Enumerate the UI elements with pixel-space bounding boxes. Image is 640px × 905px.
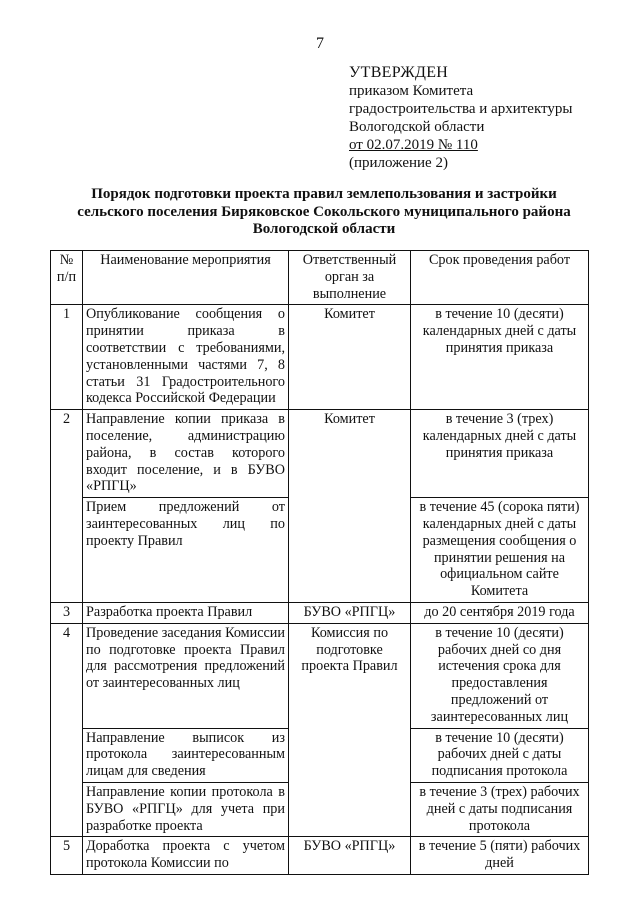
approval-heading: УТВЕРЖДЕН (349, 64, 449, 81)
table-row (51, 305, 589, 410)
approval-stamp (349, 64, 572, 172)
approval-line-1: приказом Комитета (349, 83, 474, 99)
approval-appendix: (приложение 2) (349, 155, 448, 171)
page-number: 7 (316, 35, 324, 52)
row-4-org: Комиссия по подготовке проекта Правил (289, 623, 411, 837)
document-title-line-2: сельского поселения Биряковское Сокольского муниципального района (77, 203, 571, 220)
row-5-org: БУВО «РПГЦ» (289, 837, 411, 875)
row-1-num: 1 (51, 305, 83, 410)
header-org: Ответственный орган за выполнение (289, 251, 411, 305)
approval-date: от 02.07.2019 № 110 (349, 137, 478, 153)
table-row (51, 623, 589, 728)
row-4c-term: в течение 3 (трех) рабочих дней с даты подписания протокола (411, 782, 589, 836)
row-2a-name: Направление копии приказа в поселение, администрацию района, в состав которого входит поселение, и в БУВО «РПГЦ» (83, 410, 289, 498)
approval-line-2: градостроительства и архитектуры (349, 101, 573, 117)
row-4c-name: Направление копии протокола в БУВО «РПГЦ» для учета при разработке проекта (83, 782, 289, 836)
header-term: Срок проведения работ (411, 251, 589, 305)
row-4b-term: в течение 10 (десяти) рабочих дней с даты подписания протокола (411, 728, 589, 782)
row-4a-term: в течение 10 (десяти) рабочих дней со дня истечения срока для предоставления предложений от заинтересованных лиц (411, 623, 589, 728)
row-1-name: Опубликование сообщения о принятии приказа в соответствии с требованиями, установленными частями 7, 8 статьи 31 Градостроительного кодекса Российской Федерации (83, 305, 289, 410)
document-title-line-3: Вологодской области (252, 221, 396, 237)
table-header-row (51, 251, 589, 305)
row-1-org: Комитет (289, 305, 411, 410)
row-5-term: в течение 5 (пяти) рабочих дней (411, 837, 589, 875)
document-title-line-1: Порядок подготовки проекта правил землепользования и застройки (91, 186, 557, 202)
row-4-num: 4 (51, 623, 83, 837)
row-2b-name: Прием предложений от заинтересованных лиц по проекту Правил (83, 498, 289, 603)
schedule-table (50, 250, 589, 875)
row-2-num: 2 (51, 410, 83, 603)
row-4a-name: Проведение заседания Комиссии по подготовке проекта Правил для рассмотрения предложений от заинтересованных лиц (83, 623, 289, 728)
table-row (51, 837, 589, 875)
row-5-num: 5 (51, 837, 83, 875)
row-3-num: 3 (51, 602, 83, 623)
table-row (51, 410, 589, 498)
row-3-name: Разработка проекта Правил (83, 602, 289, 623)
row-1-term: в течение 10 (десяти) календарных дней с даты принятия приказа (411, 305, 589, 410)
row-4b-name: Направление выписок из протокола заинтересованным лицам для сведения (83, 728, 289, 782)
approval-line-3: Вологодской области (349, 119, 485, 135)
table-row (51, 602, 589, 623)
row-3-org: БУВО «РПГЦ» (289, 602, 411, 623)
header-name: Наименование мероприятия (83, 251, 289, 305)
row-2-org: Комитет (289, 410, 411, 603)
document-title (40, 186, 608, 239)
row-2a-term: в течение 3 (трех) календарных дней с даты принятия приказа (411, 410, 589, 498)
row-2b-term: в течение 45 (сорока пяти) календарных дней с даты размещения сообщения о принятии решения на официальном сайте Комитета (411, 498, 589, 603)
header-num: № п/п (51, 251, 83, 305)
row-5-name: Доработка проекта с учетом протокола Комиссии по (83, 837, 289, 875)
row-3-term: до 20 сентября 2019 года (411, 602, 589, 623)
